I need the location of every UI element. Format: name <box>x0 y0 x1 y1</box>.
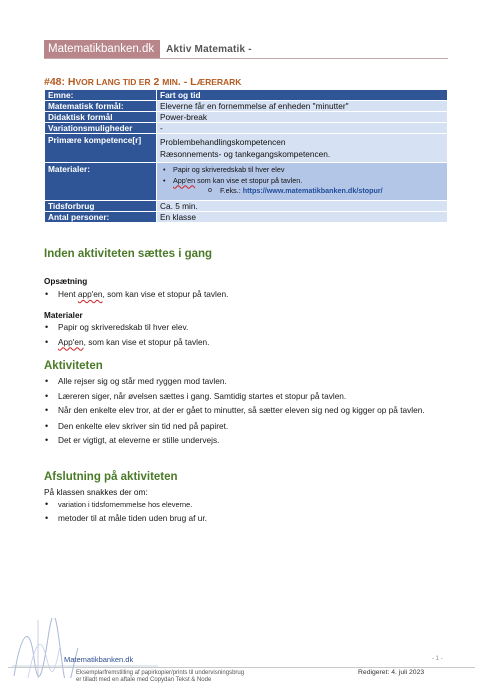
table-row <box>45 200 448 211</box>
closing-list <box>44 498 448 525</box>
app-word: App'en <box>173 175 196 185</box>
footer-copy-line: er tilladt med en aftale med Copydan Tekst & Node <box>76 677 212 683</box>
table-value: Ca. 5 min. <box>157 200 448 211</box>
app-word: app'en <box>77 289 103 299</box>
title-part: . - L <box>177 76 197 88</box>
list-item-text: F.eks.: <box>220 186 243 195</box>
list-item: • Den enkelte elev skriver sin tid ned på papiret. <box>44 419 448 434</box>
list-item: • Når den enkelte elev tror, at der er gået to minutter, så sætter eleven sig ned og kigger op på tavlen. <box>44 403 448 419</box>
list-item: • Papir og skriveredskab til hver elev <box>160 165 444 176</box>
table-key: Primære kompetence[r] <box>45 134 157 163</box>
section-heading: Inden aktiviteten sættes i gang <box>44 248 213 260</box>
table-row <box>45 90 448 101</box>
competence-line: Problembehandlingskompetencen <box>160 137 286 147</box>
stopur-link[interactable]: https://www.matematikbanken.dk/stopur/ <box>242 186 383 195</box>
materials-list <box>44 320 448 349</box>
footer-copyright <box>76 670 316 684</box>
table-value: Eleverne får en fornemmelse af enheden "minutter" <box>157 101 448 112</box>
table-value <box>157 134 448 163</box>
page-number: - 1 - <box>432 656 443 662</box>
footer-copy-line: Eksemplarfremstilling af papirkopier/prints til undervisningsbrug <box>76 670 245 676</box>
table-row <box>45 123 448 134</box>
document-title <box>44 76 241 88</box>
app-word: App'en <box>58 336 84 347</box>
table-key: Tidsforbrug <box>45 200 157 211</box>
section-heading: Aktiviteten <box>44 360 103 372</box>
table-value: Fart og tid <box>157 90 448 101</box>
table-value: - <box>157 123 448 134</box>
subheading: Materialer <box>44 311 83 320</box>
table-value: Power-break <box>157 112 448 123</box>
footer-brand: Matematikbanken.dk <box>64 655 134 664</box>
table-key: Antal personer: <box>45 211 157 222</box>
table-key: Variationsmuligheder <box>45 123 157 134</box>
table-row <box>45 163 448 201</box>
competence-line: Ræsonnements- og tankegangskompetencen. <box>160 149 331 159</box>
subheading: Opsætning <box>44 277 88 286</box>
footer-divider <box>8 667 475 668</box>
title-part: ÆRERARK <box>196 77 242 87</box>
info-table <box>44 89 448 223</box>
table-key: Matematisk formål: <box>45 101 157 112</box>
page-header <box>44 40 448 59</box>
list-item: • variation i tidsfornemmelse hos eleverne. <box>44 498 448 512</box>
footer-logo-graph-icon <box>8 618 158 678</box>
header-brand: Matematikbanken.dk <box>44 40 160 58</box>
table-row <box>45 112 448 123</box>
table-key: Didaktisk formål <box>45 112 157 123</box>
list-item: • Det er vigtigt, at eleverne er stille undervejs. <box>44 433 448 448</box>
activity-list <box>44 374 448 448</box>
list-item <box>44 335 448 350</box>
table-row <box>45 211 448 222</box>
list-item: • Alle rejser sig og står med ryggen mod tavlen. <box>44 374 448 389</box>
list-item-text: som kan vise et stopur på tavlen. <box>195 175 303 185</box>
list-item: • Læreren siger, når øvelsen sættes i gang. Samtidig startes et stopur på tavlen. <box>44 389 448 404</box>
section-heading: Afslutning på aktiviteten <box>44 471 178 483</box>
paragraph: På klassen snakkes der om: <box>44 487 148 497</box>
table-key: Materialer: <box>45 163 157 201</box>
materials-list <box>160 165 444 197</box>
list-item <box>44 287 448 302</box>
header-subtitle: Aktiv Matematik - <box>166 44 252 55</box>
table-row <box>45 134 448 163</box>
list-item: • metoder til at måle tiden uden brug af ur. <box>44 512 448 526</box>
table-value <box>157 163 448 201</box>
table-row <box>45 101 448 112</box>
title-part: VOR LANG TID ER <box>75 77 151 87</box>
list-item-text: , som kan vise et stopur på tavlen. <box>83 336 210 347</box>
table-key: Emne: <box>45 90 157 101</box>
list-item-text: Hent <box>58 289 78 299</box>
setup-list <box>44 287 448 302</box>
list-item: • Papir og skriveredskab til hver elev. <box>44 320 448 335</box>
title-part: MIN <box>162 77 178 87</box>
title-part: 2 <box>150 76 163 88</box>
table-value: En klasse <box>157 211 448 222</box>
edited-date: Redigeret: 4. juli 2023 <box>358 669 425 676</box>
list-item-text: , som kan vise et stopur på tavlen. <box>102 289 229 299</box>
list-item <box>160 186 444 197</box>
list-item <box>160 176 444 187</box>
title-part: #48: H <box>44 76 76 88</box>
